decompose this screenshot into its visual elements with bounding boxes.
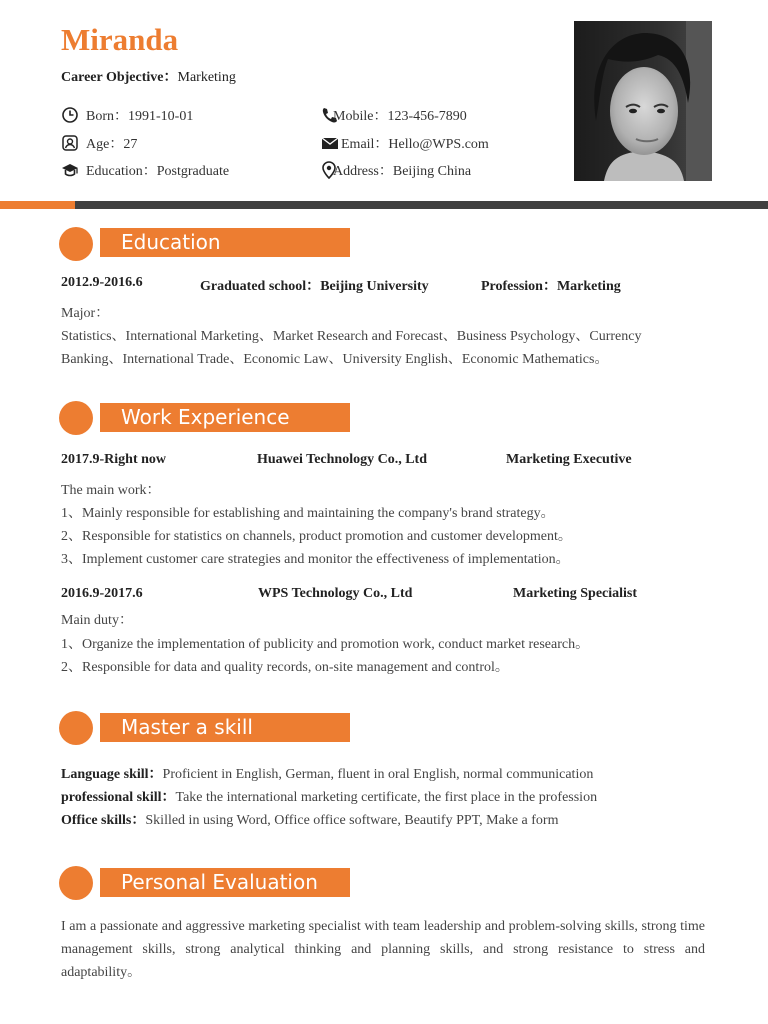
objective-label: Career Objective：: [61, 70, 178, 85]
job-period: 2016.9-2017.6: [61, 586, 143, 601]
phone-icon: [321, 106, 333, 124]
job-duty: 2、Responsible for statistics on channels, product promotion and customer development。: [61, 529, 572, 544]
section-title-evaluation: Personal Evaluation: [100, 868, 350, 897]
job-period: 2017.9-Right now: [61, 452, 167, 467]
job-duty: 1、Mainly responsible for establishing and maintaining the company's brand strategy。: [61, 506, 555, 521]
section-marker: [59, 227, 93, 261]
born-text: Born：1991-10-01: [86, 109, 194, 124]
section-marker: [59, 401, 93, 435]
info-education: [61, 160, 229, 180]
education-major-line: Statistics、International Marketing、Market Research and Forecast、Business Psychology、Currency: [61, 329, 642, 344]
section-title-work: Work Experience: [100, 403, 350, 432]
education-major-line: Banking、International Trade、Economic Law、University English、Economic Mathematics。: [61, 352, 609, 367]
education-major-label: Major：: [61, 306, 110, 321]
email-text: Email：Hello@WPS.com: [341, 137, 489, 152]
career-objective: [61, 66, 236, 86]
age-text: Age：27: [86, 137, 138, 152]
info-address: [321, 160, 471, 180]
skill-language: Language skill：Proficient in English, German, fluent in oral English, normal communication: [61, 767, 594, 782]
candidate-name: Miranda: [61, 22, 179, 57]
objective-value: Marketing: [177, 70, 236, 85]
education-school: Graduated school：Beijing University: [200, 279, 429, 294]
education-text: Education：Postgraduate: [86, 164, 230, 179]
education-period: 2012.9-2016.6: [61, 275, 143, 290]
section-title-education: Education: [100, 228, 350, 257]
divider-accent: [0, 201, 75, 209]
info-mobile: [321, 105, 467, 125]
envelope-icon: [321, 134, 339, 152]
mobile-text: Mobile：123-456-7890: [333, 109, 467, 124]
section-title-skills: Master a skill: [100, 713, 350, 742]
skill-office: Office skills：Skilled in using Word, Office office software, Beautify PPT, Make a form: [61, 813, 559, 828]
info-age: [61, 133, 137, 153]
job-heading: The main work：: [61, 483, 161, 498]
job-company: Huawei Technology Co., Ltd: [257, 452, 427, 467]
address-text: Address：Beijing China: [333, 164, 472, 179]
location-pin-icon: [321, 161, 333, 179]
graduation-cap-icon: [61, 161, 79, 179]
job-duty: 3、Implement customer care strategies and monitor the effectiveness of implementation。: [61, 552, 570, 567]
job-duty: 1、Organize the implementation of publicity and promotion work, conduct market research。: [61, 637, 590, 652]
evaluation-text: I am a passionate and aggressive marketing specialist with team leadership and problem-solving skills, strong time management skills, strong analytical thinking and planning skills, and strong resistance to stress and adaptability。: [61, 919, 705, 980]
job-duty: 2、Responsible for data and quality records, on-site management and control。: [61, 660, 509, 675]
job-role: Marketing Specialist: [513, 586, 638, 601]
job-heading: Main duty：: [61, 613, 133, 628]
education-profession: Profession：Marketing: [481, 279, 621, 294]
profile-photo: [574, 21, 712, 181]
info-email: [321, 133, 489, 153]
age-icon: [61, 134, 79, 152]
section-marker: [59, 711, 93, 745]
clock-icon: [61, 106, 79, 124]
info-born: [61, 105, 193, 125]
section-marker: [59, 866, 93, 900]
job-role: Marketing Executive: [506, 452, 632, 467]
job-company: WPS Technology Co., Ltd: [258, 586, 413, 601]
divider-dark: [75, 201, 768, 209]
skill-professional: professional skill：Take the international marketing certificate, the first place in the profession: [61, 790, 598, 805]
